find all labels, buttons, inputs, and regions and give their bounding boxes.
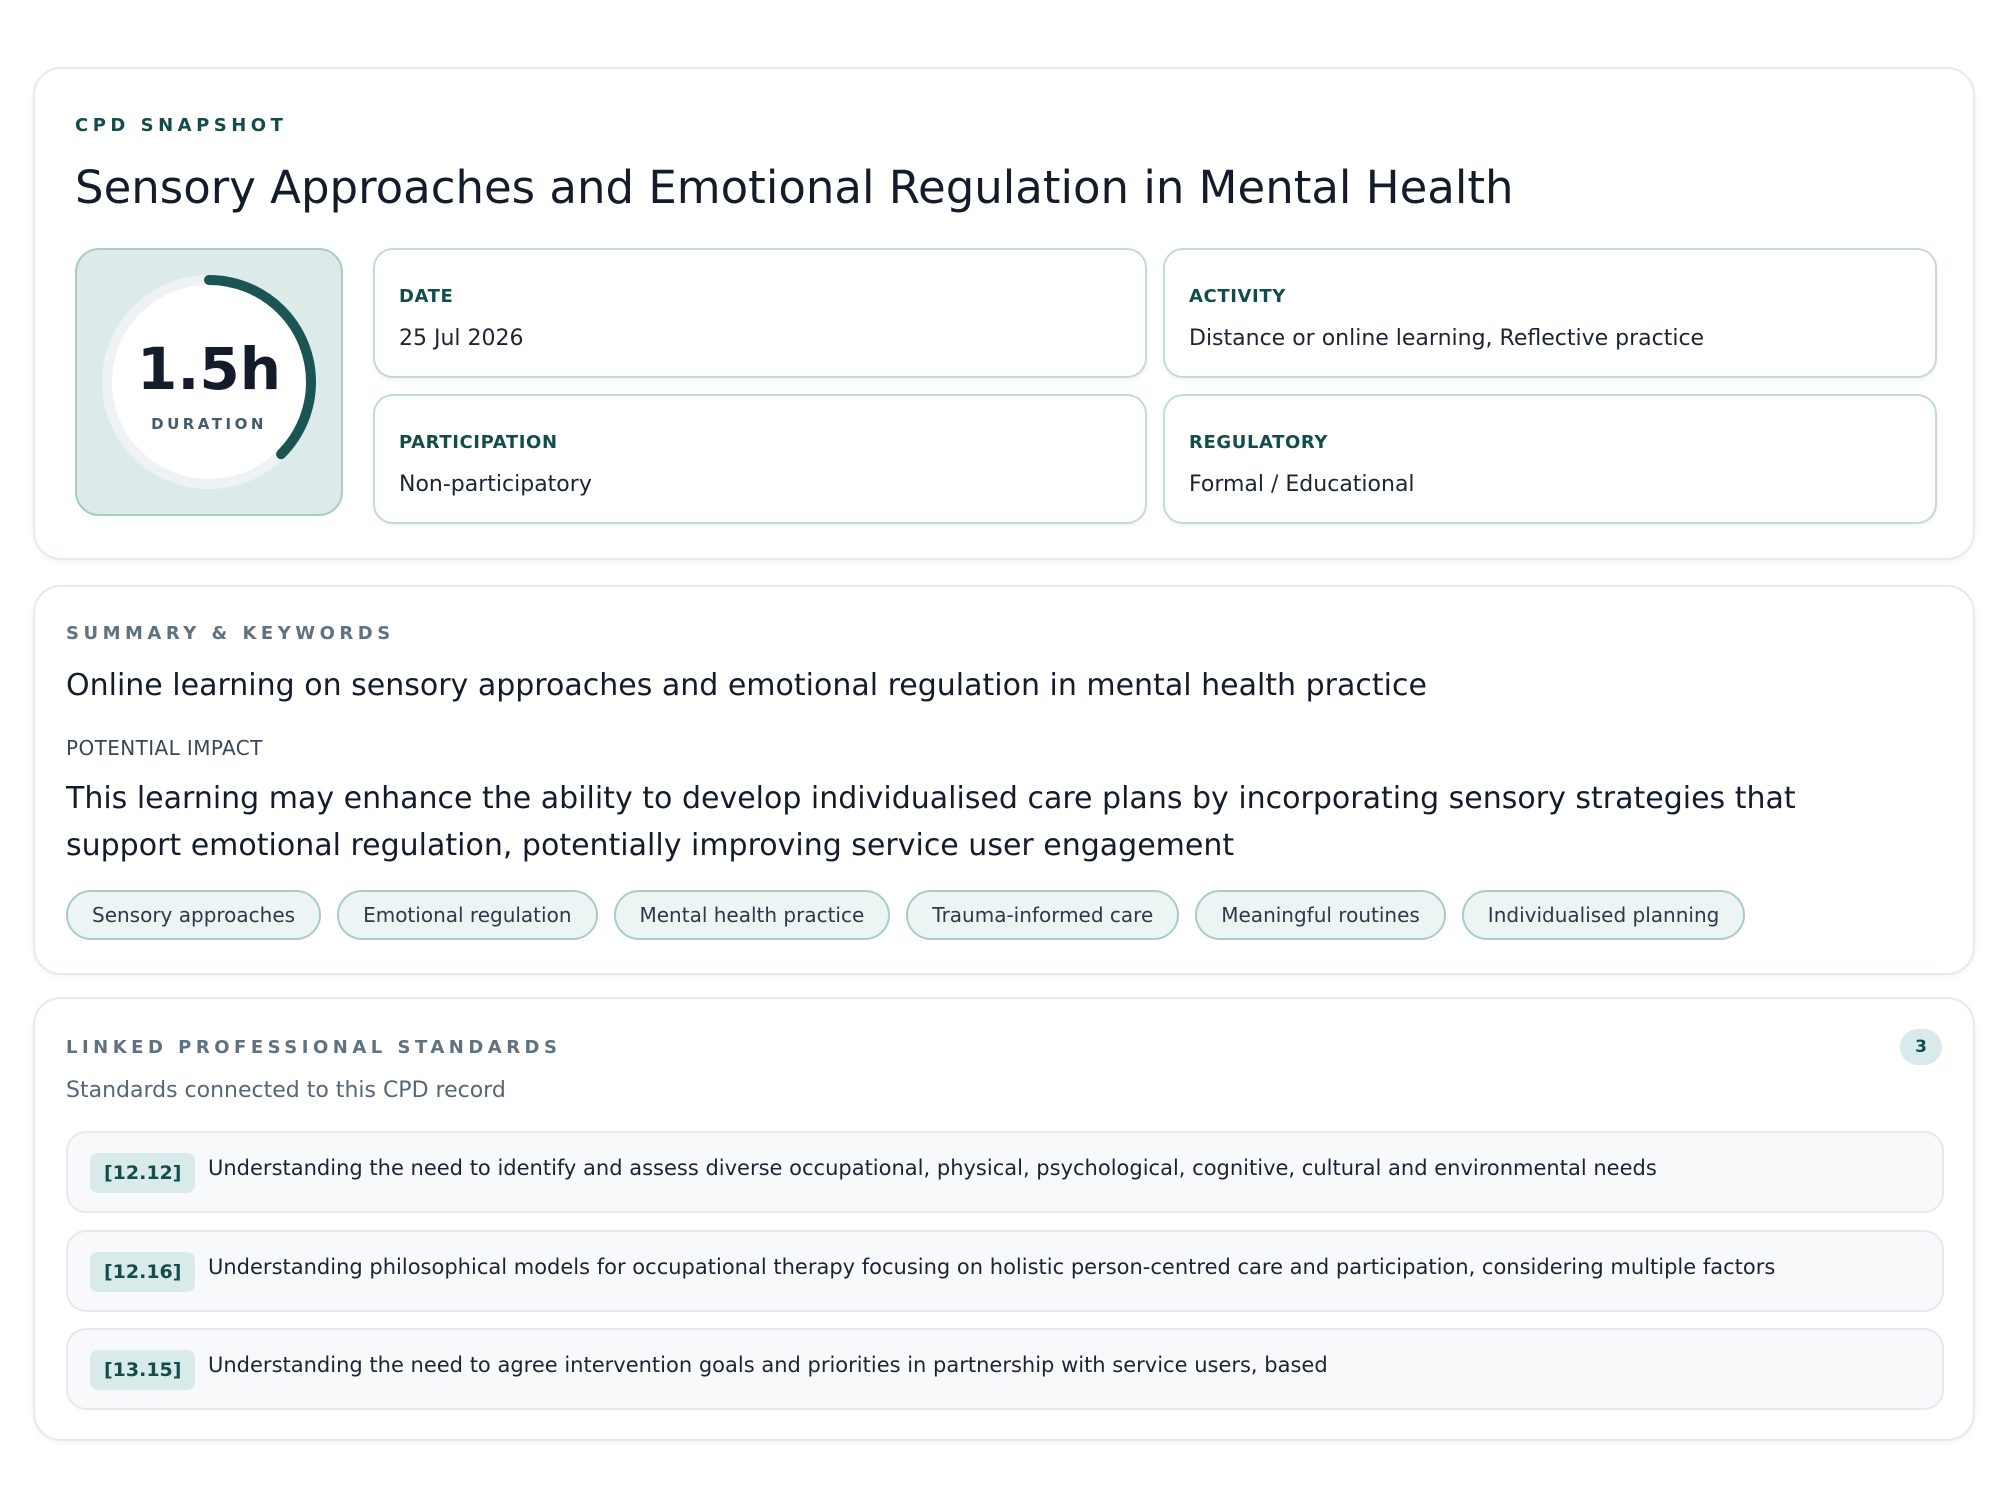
standard-code: [12.12] (90, 1153, 195, 1193)
keyword-chip[interactable]: Trauma-informed care (906, 890, 1179, 940)
keyword-list (66, 890, 1745, 940)
participation-value: Non-participatory (399, 472, 592, 497)
impact-label: POTENTIAL IMPACT (66, 736, 263, 760)
keyword-chip[interactable]: Sensory approaches (66, 890, 321, 940)
standards-eyebrow: LINKED PROFESSIONAL STANDARDS (66, 1037, 562, 1058)
standard-text: Understanding the need to agree intervention goals and priorities in partnership with service users, based (208, 1353, 1328, 1377)
standard-text: Understanding the need to identify and assess diverse occupational, physical, psychological, cognitive, cultural and environmental needs (208, 1156, 1657, 1180)
regulatory-field (1163, 394, 1937, 524)
standards-card (33, 997, 1975, 1441)
snapshot-eyebrow: CPD SNAPSHOT (75, 115, 288, 136)
regulatory-label: REGULATORY (1189, 432, 1329, 453)
summary-text: Online learning on sensory approaches and emotional regulation in mental health practice (66, 668, 1427, 703)
standard-code: [13.15] (90, 1350, 195, 1390)
participation-field (373, 394, 1147, 524)
impact-text: This learning may enhance the ability to develop individualised care plans by incorporating sensory strategies that support emotional regulation, potentially improving service user engagement (66, 781, 1796, 863)
standard-row[interactable] (66, 1131, 1944, 1213)
keyword-chip[interactable]: Meaningful routines (1195, 890, 1446, 940)
activity-value: Distance or online learning, Reflective practice (1189, 326, 1705, 351)
participation-label: PARTICIPATION (399, 432, 558, 453)
page-title: Sensory Approaches and Emotional Regulation in Mental Health (75, 161, 1514, 214)
standard-row[interactable] (66, 1328, 1944, 1410)
standard-code: [12.16] (90, 1252, 195, 1292)
standard-text: Understanding philosophical models for occupational therapy focusing on holistic person-centred care and participation, considering multiple factors (208, 1255, 1776, 1279)
activity-label: ACTIVITY (1189, 286, 1286, 307)
duration-label: DURATION (151, 415, 267, 433)
summary-eyebrow: SUMMARY & KEYWORDS (66, 623, 395, 644)
summary-card (33, 585, 1975, 975)
activity-field (1163, 248, 1937, 378)
date-label: DATE (399, 286, 454, 307)
date-field (373, 248, 1147, 378)
standards-subtitle: Standards connected to this CPD record (66, 1078, 506, 1103)
duration-value: 1.5h (136, 335, 282, 403)
regulatory-value: Formal / Educational (1189, 472, 1415, 497)
duration-widget (75, 248, 343, 516)
keyword-chip[interactable]: Mental health practice (614, 890, 891, 940)
date-value: 25 Jul 2026 (399, 326, 524, 351)
standards-count-badge: 3 (1900, 1029, 1942, 1065)
keyword-chip[interactable]: Emotional regulation (337, 890, 597, 940)
keyword-chip[interactable]: Individualised planning (1462, 890, 1746, 940)
cpd-snapshot-card (33, 67, 1975, 560)
standard-row[interactable] (66, 1230, 1944, 1312)
